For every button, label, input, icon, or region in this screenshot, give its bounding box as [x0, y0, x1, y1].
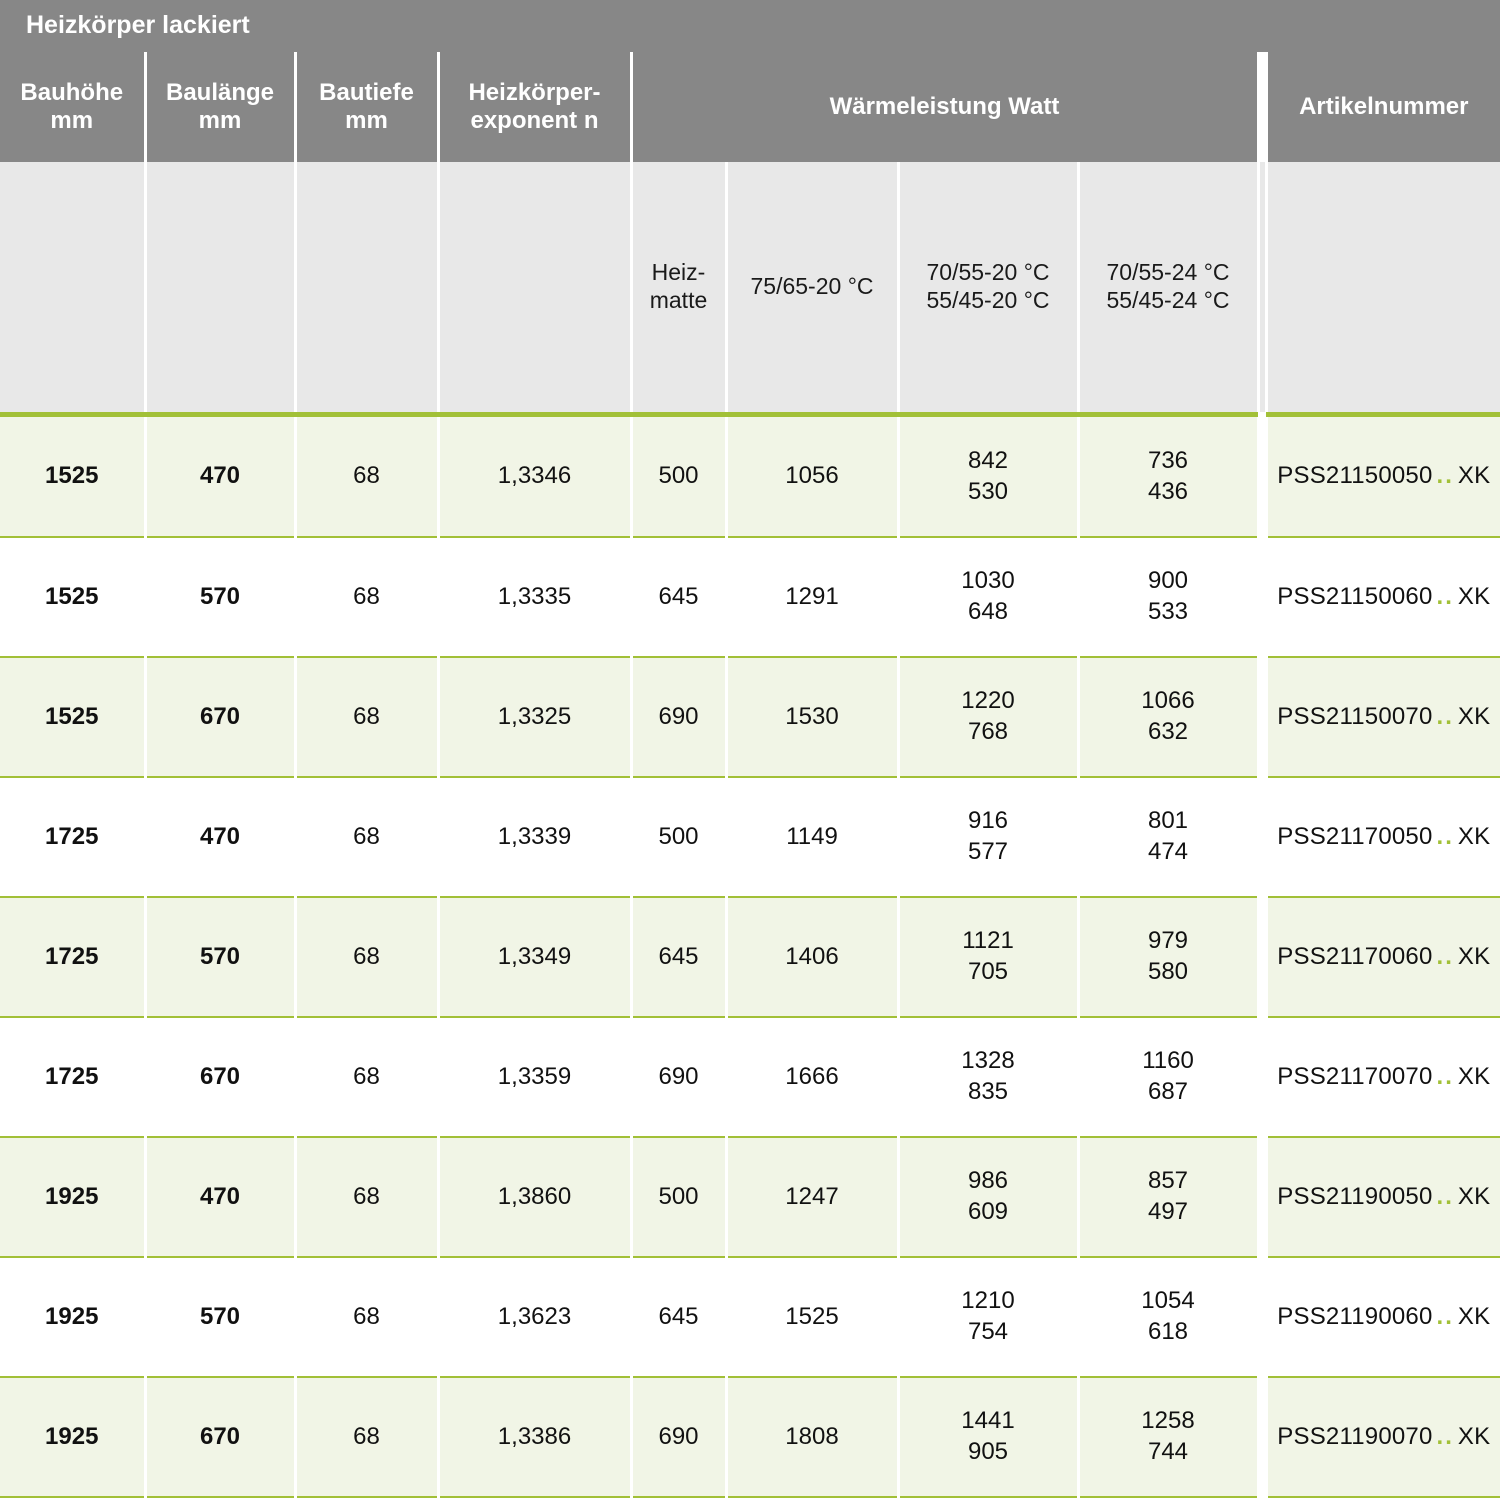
subheader-temp-70-55-24-line1: 70/55-24 °C — [1106, 259, 1230, 286]
cell-baulaenge — [145, 657, 295, 777]
value-t1: 1808 — [785, 1422, 839, 1450]
cell-baulaenge — [145, 417, 295, 537]
value-t3-upper: 801 — [1147, 807, 1189, 835]
value-t2-lower: 577 — [967, 838, 1009, 865]
subheader-heizmatte — [631, 162, 726, 412]
table-header-row — [0, 52, 1500, 162]
value-bautiefe: 68 — [353, 822, 380, 850]
table-row — [0, 1257, 1500, 1377]
value-bauhoehe: 1725 — [45, 822, 99, 850]
value-exponent: 1,3335 — [497, 582, 572, 610]
cell-temp-75-65-20 — [726, 1017, 898, 1137]
row-spacer — [1258, 1017, 1266, 1137]
column-header-baulaenge — [145, 52, 295, 162]
table-title: Heizkörper lackiert — [0, 0, 1500, 52]
cell-heizmatte — [631, 1257, 726, 1377]
table-subheader-row — [0, 162, 1500, 412]
value-t1: 1291 — [785, 582, 839, 610]
cell-bautiefe — [295, 777, 438, 897]
row-spacer — [1258, 777, 1266, 897]
cell-heizmatte — [631, 657, 726, 777]
cell-heizmatte — [631, 1137, 726, 1257]
value-t1: 1247 — [785, 1182, 839, 1210]
column-header-bauhoehe-line1: Bauhöhe — [20, 79, 124, 107]
value-article-suffix: XK — [1457, 582, 1491, 610]
table-row — [0, 897, 1500, 1017]
cell-heizmatte — [631, 417, 726, 537]
value-article-suffix: XK — [1457, 1182, 1491, 1210]
subheader-temp-70-55-20-line1: 70/55-20 °C — [926, 259, 1050, 286]
value-exponent: 1,3386 — [497, 1422, 572, 1450]
cell-heizkoerperexponent — [438, 537, 631, 657]
cell-bautiefe — [295, 1017, 438, 1137]
value-t3-lower: 474 — [1147, 838, 1189, 865]
column-header-heizkoerperexponent — [438, 52, 631, 162]
value-bauhoehe: 1525 — [45, 462, 99, 490]
cell-heizmatte — [631, 897, 726, 1017]
cell-baulaenge — [145, 1017, 295, 1137]
article-placeholder-dots: .. — [1436, 942, 1454, 970]
article-placeholder-dots: .. — [1436, 462, 1454, 490]
cell-baulaenge — [145, 1257, 295, 1377]
cell-temp-75-65-20 — [726, 1137, 898, 1257]
value-heizmatte: 500 — [658, 1182, 699, 1210]
cell-heizmatte — [631, 1017, 726, 1137]
value-t3-upper: 1054 — [1141, 1287, 1195, 1315]
value-t3-upper: 979 — [1147, 927, 1189, 955]
article-placeholder-dots: .. — [1436, 702, 1454, 730]
column-header-bautiefe-line1: Bautiefe — [319, 79, 414, 107]
value-bautiefe: 68 — [353, 462, 380, 490]
cell-bauhoehe — [0, 537, 145, 657]
value-t2-lower: 648 — [967, 598, 1009, 625]
value-t2-lower: 754 — [967, 1318, 1009, 1345]
subheader-temp-55-45-24-line2: 55/45-24 °C — [1106, 287, 1230, 313]
value-t2-lower: 835 — [967, 1078, 1009, 1105]
value-t3-lower: 744 — [1147, 1438, 1189, 1465]
subheader-temp-70-55-24 — [1078, 162, 1258, 412]
cell-temp-70-55-20 — [898, 417, 1078, 537]
value-baulaenge: 470 — [199, 822, 241, 850]
column-header-exponent-line1: Heizkörper- — [468, 79, 601, 107]
value-article-suffix: XK — [1457, 942, 1491, 970]
cell-temp-70-55-24 — [1078, 1017, 1258, 1137]
value-t2-upper: 1121 — [962, 927, 1014, 955]
value-t1: 1406 — [785, 942, 839, 970]
value-baulaenge: 470 — [199, 1182, 241, 1210]
value-article-prefix: PSS21170070 — [1277, 1062, 1433, 1090]
column-header-artikelnummer: Artikelnummer — [1266, 52, 1500, 162]
cell-temp-70-55-24 — [1078, 897, 1258, 1017]
value-t3-upper: 857 — [1147, 1167, 1189, 1195]
column-header-baulaenge-line2: mm — [198, 107, 242, 134]
value-heizmatte: 690 — [658, 1422, 699, 1450]
cell-heizkoerperexponent — [438, 777, 631, 897]
value-t3-lower: 618 — [1147, 1318, 1189, 1345]
cell-temp-70-55-24 — [1078, 1137, 1258, 1257]
value-t2-lower: 530 — [967, 477, 1009, 505]
cell-temp-75-65-20 — [726, 1257, 898, 1377]
value-t3-lower: 687 — [1147, 1078, 1189, 1105]
cell-heizkoerperexponent — [438, 1137, 631, 1257]
cell-temp-70-55-24 — [1078, 417, 1258, 537]
value-t2-upper: 1220 — [961, 687, 1015, 715]
cell-temp-70-55-24 — [1078, 1377, 1258, 1497]
cell-artikelnummer — [1266, 1017, 1500, 1137]
column-header-waermeleistung: Wärmeleistung Watt — [631, 52, 1258, 162]
value-article-suffix: XK — [1457, 822, 1491, 850]
cell-temp-75-65-20 — [726, 657, 898, 777]
table-row — [0, 657, 1500, 777]
value-bauhoehe: 1925 — [45, 1422, 99, 1450]
value-t2-upper: 1328 — [961, 1047, 1015, 1075]
cell-temp-75-65-20 — [726, 897, 898, 1017]
value-t1: 1530 — [785, 702, 839, 730]
value-t2-lower: 905 — [967, 1438, 1009, 1465]
value-bautiefe: 68 — [353, 582, 380, 610]
cell-temp-70-55-20 — [898, 1257, 1078, 1377]
cell-temp-75-65-20 — [726, 777, 898, 897]
subheader-empty-bautiefe — [295, 162, 438, 412]
article-placeholder-dots: .. — [1436, 1182, 1454, 1210]
value-t1: 1056 — [785, 462, 839, 490]
cell-temp-70-55-20 — [898, 1017, 1078, 1137]
article-placeholder-dots: .. — [1436, 1062, 1454, 1090]
cell-temp-70-55-24 — [1078, 657, 1258, 777]
column-header-bauhoehe-line2: mm — [50, 107, 94, 134]
cell-temp-70-55-20 — [898, 657, 1078, 777]
value-t2-upper: 842 — [967, 446, 1009, 474]
value-article-prefix: PSS21170060 — [1277, 942, 1433, 970]
value-bautiefe: 68 — [353, 1422, 380, 1450]
cell-artikelnummer — [1266, 777, 1500, 897]
value-article-suffix: XK — [1457, 1302, 1491, 1330]
subheader-temp-75-65-20: 75/65-20 °C — [726, 162, 898, 412]
value-baulaenge: 670 — [199, 1062, 241, 1090]
cell-bautiefe — [295, 1377, 438, 1497]
cell-bautiefe — [295, 1257, 438, 1377]
cell-bauhoehe — [0, 897, 145, 1017]
cell-baulaenge — [145, 777, 295, 897]
value-t1: 1149 — [786, 822, 838, 850]
value-article-suffix: XK — [1457, 702, 1491, 730]
value-article-suffix: XK — [1457, 1062, 1491, 1090]
cell-heizkoerperexponent — [438, 1257, 631, 1377]
subheader-empty-bauhoehe — [0, 162, 145, 412]
value-baulaenge: 670 — [199, 1422, 241, 1450]
table-row — [0, 537, 1500, 657]
table-row — [0, 1017, 1500, 1137]
column-header-baulaenge-line1: Baulänge — [165, 79, 275, 107]
value-bauhoehe: 1725 — [45, 1062, 99, 1090]
value-article-prefix: PSS21170050 — [1277, 822, 1433, 850]
subheader-spacer — [1258, 162, 1266, 412]
cell-bauhoehe — [0, 657, 145, 777]
table-title-row — [0, 0, 1500, 52]
value-bauhoehe: 1725 — [45, 942, 99, 970]
cell-temp-70-55-20 — [898, 777, 1078, 897]
value-article-prefix: PSS21190050 — [1277, 1182, 1433, 1210]
value-baulaenge: 670 — [199, 702, 241, 730]
row-spacer — [1258, 1257, 1266, 1377]
value-baulaenge: 470 — [199, 462, 241, 490]
cell-temp-75-65-20 — [726, 417, 898, 537]
value-bauhoehe: 1525 — [45, 702, 99, 730]
cell-bautiefe — [295, 897, 438, 1017]
value-baulaenge: 570 — [199, 582, 241, 610]
row-spacer — [1258, 1377, 1266, 1497]
article-placeholder-dots: .. — [1436, 1302, 1454, 1330]
subheader-empty-exponent — [438, 162, 631, 412]
value-t2-upper: 1210 — [961, 1287, 1015, 1315]
cell-bautiefe — [295, 537, 438, 657]
row-spacer — [1258, 417, 1266, 537]
subheader-temp-70-55-20 — [898, 162, 1078, 412]
cell-artikelnummer — [1266, 1257, 1500, 1377]
value-t1: 1525 — [785, 1302, 839, 1330]
cell-bauhoehe — [0, 777, 145, 897]
table-body — [0, 417, 1500, 1497]
cell-heizmatte — [631, 1377, 726, 1497]
cell-artikelnummer — [1266, 897, 1500, 1017]
value-article-suffix: XK — [1457, 1422, 1491, 1450]
value-t2-upper: 916 — [967, 807, 1009, 835]
cell-temp-70-55-20 — [898, 1137, 1078, 1257]
cell-bauhoehe — [0, 1377, 145, 1497]
cell-bauhoehe — [0, 1017, 145, 1137]
value-exponent: 1,3325 — [497, 702, 572, 730]
value-bautiefe: 68 — [353, 1302, 380, 1330]
cell-bautiefe — [295, 1137, 438, 1257]
value-t3-upper: 736 — [1147, 446, 1189, 474]
cell-temp-70-55-20 — [898, 537, 1078, 657]
cell-heizkoerperexponent — [438, 1017, 631, 1137]
cell-temp-70-55-20 — [898, 1377, 1078, 1497]
cell-bauhoehe — [0, 417, 145, 537]
cell-temp-75-65-20 — [726, 1377, 898, 1497]
cell-baulaenge — [145, 897, 295, 1017]
value-t2-upper: 1030 — [961, 567, 1015, 595]
value-article-prefix: PSS21150060 — [1277, 582, 1433, 610]
cell-bauhoehe — [0, 1257, 145, 1377]
value-heizmatte: 690 — [658, 702, 699, 730]
cell-artikelnummer — [1266, 417, 1500, 537]
value-article-suffix: XK — [1457, 462, 1491, 490]
subheader-empty-artikelnummer — [1266, 162, 1500, 412]
cell-heizmatte — [631, 777, 726, 897]
value-t3-lower: 580 — [1147, 958, 1189, 985]
value-t1: 1666 — [785, 1062, 839, 1090]
cell-temp-70-55-20 — [898, 897, 1078, 1017]
cell-artikelnummer — [1266, 657, 1500, 777]
value-t3-lower: 533 — [1147, 598, 1189, 625]
row-spacer — [1258, 657, 1266, 777]
article-placeholder-dots: .. — [1436, 822, 1454, 850]
subheader-empty-baulaenge — [145, 162, 295, 412]
value-exponent: 1,3860 — [497, 1182, 572, 1210]
cell-bautiefe — [295, 657, 438, 777]
value-t3-upper: 1258 — [1141, 1407, 1195, 1435]
cell-baulaenge — [145, 1377, 295, 1497]
cell-heizmatte — [631, 537, 726, 657]
value-bautiefe: 68 — [353, 1062, 380, 1090]
value-bautiefe: 68 — [353, 702, 380, 730]
value-heizmatte: 645 — [658, 582, 699, 610]
cell-temp-70-55-24 — [1078, 777, 1258, 897]
cell-bauhoehe — [0, 1137, 145, 1257]
column-header-bauhoehe — [0, 52, 145, 162]
value-exponent: 1,3339 — [497, 822, 572, 850]
value-bautiefe: 68 — [353, 1182, 380, 1210]
article-placeholder-dots: .. — [1436, 1422, 1454, 1450]
value-heizmatte: 690 — [658, 1062, 699, 1090]
value-bauhoehe: 1925 — [45, 1182, 99, 1210]
cell-temp-70-55-24 — [1078, 537, 1258, 657]
value-t2-lower: 768 — [967, 718, 1009, 745]
cell-temp-75-65-20 — [726, 537, 898, 657]
value-bauhoehe: 1525 — [45, 582, 99, 610]
table-row — [0, 417, 1500, 537]
cell-artikelnummer — [1266, 537, 1500, 657]
value-t3-lower: 632 — [1147, 718, 1189, 745]
cell-heizkoerperexponent — [438, 657, 631, 777]
value-t3-upper: 1160 — [1142, 1047, 1194, 1075]
value-bautiefe: 68 — [353, 942, 380, 970]
value-t3-upper: 900 — [1147, 567, 1189, 595]
cell-baulaenge — [145, 1137, 295, 1257]
table-row — [0, 1137, 1500, 1257]
cell-heizkoerperexponent — [438, 417, 631, 537]
cell-temp-70-55-24 — [1078, 1257, 1258, 1377]
value-t3-lower: 436 — [1147, 477, 1189, 505]
cell-baulaenge — [145, 537, 295, 657]
cell-bautiefe — [295, 417, 438, 537]
value-article-prefix: PSS21190060 — [1277, 1302, 1433, 1330]
value-article-prefix: PSS21150070 — [1277, 702, 1433, 730]
value-bauhoehe: 1925 — [45, 1302, 99, 1330]
article-placeholder-dots: .. — [1436, 582, 1454, 610]
value-t2-upper: 986 — [967, 1167, 1009, 1195]
value-t2-lower: 609 — [967, 1198, 1009, 1225]
column-header-bautiefe-line2: mm — [345, 107, 388, 134]
row-spacer — [1258, 1137, 1266, 1257]
value-t2-upper: 1441 — [961, 1407, 1015, 1435]
table-row — [0, 1377, 1500, 1497]
value-baulaenge: 570 — [199, 942, 241, 970]
row-spacer — [1258, 537, 1266, 657]
value-t3-lower: 497 — [1147, 1198, 1189, 1225]
table-row — [0, 777, 1500, 897]
value-exponent: 1,3623 — [497, 1302, 572, 1330]
value-heizmatte: 500 — [658, 462, 699, 490]
value-exponent: 1,3349 — [497, 942, 572, 970]
value-article-prefix: PSS21150050 — [1277, 462, 1433, 490]
value-heizmatte: 500 — [658, 822, 699, 850]
value-article-prefix: PSS21190070 — [1277, 1422, 1433, 1450]
column-header-exponent-line2: exponent n — [470, 107, 599, 134]
value-baulaenge: 570 — [199, 1302, 241, 1330]
value-t3-upper: 1066 — [1141, 687, 1195, 715]
value-t2-lower: 705 — [967, 958, 1009, 985]
cell-artikelnummer — [1266, 1377, 1500, 1497]
value-heizmatte: 645 — [658, 1302, 699, 1330]
value-exponent: 1,3359 — [497, 1062, 572, 1090]
value-exponent: 1,3346 — [497, 462, 572, 490]
subheader-heizmatte-line2: matte — [649, 287, 708, 313]
row-spacer — [1258, 897, 1266, 1017]
subheader-heizmatte-line1: Heiz- — [651, 259, 706, 286]
cell-artikelnummer — [1266, 1137, 1500, 1257]
column-header-bautiefe — [295, 52, 438, 162]
value-heizmatte: 645 — [658, 942, 699, 970]
header-spacer — [1258, 52, 1266, 162]
cell-heizkoerperexponent — [438, 1377, 631, 1497]
cell-heizkoerperexponent — [438, 897, 631, 1017]
subheader-temp-55-45-20-line2: 55/45-20 °C — [926, 287, 1050, 313]
